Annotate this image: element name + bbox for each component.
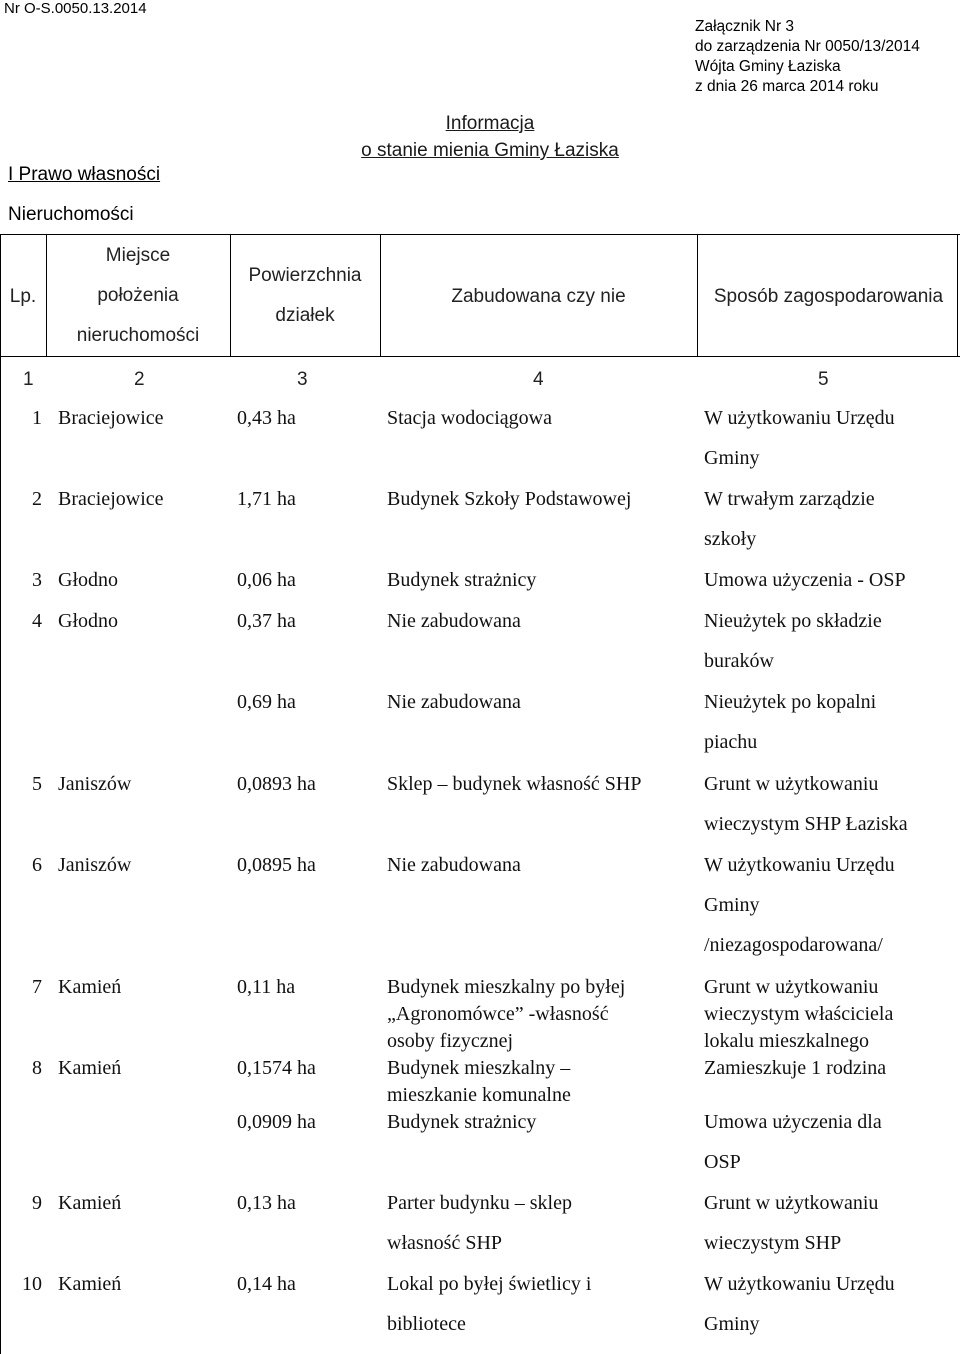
title-line: Informacja (445, 113, 535, 134)
header-built: Zabudowana czy nie (451, 286, 626, 307)
row-usage: Gminy (704, 1313, 760, 1335)
row-lp: 10 (22, 1273, 42, 1295)
header-location-line: Miejsce (105, 245, 171, 266)
row-built: Stacja wodociągowa (387, 407, 552, 429)
row-location: Braciejowice (58, 488, 164, 510)
row-built: bibliotece (387, 1313, 466, 1335)
header-lp: Lp. (9, 286, 37, 307)
row-usage: OSP (704, 1151, 741, 1173)
header-area-line: działek (275, 305, 335, 326)
row-built: Nie zabudowana (387, 610, 521, 632)
row-usage: Zamieszkuje 1 rodzina (704, 1057, 887, 1079)
row-built: osoby fizycznej (387, 1030, 514, 1052)
row-usage: W użytkowaniu Urzędu (704, 1273, 895, 1295)
header-location (46, 236, 230, 356)
column-number: 3 (297, 369, 308, 390)
row-built: Nie zabudowana (387, 691, 521, 713)
header-usage: Sposób zagospodarowania (713, 286, 944, 307)
row-area: 0,13 ha (237, 1192, 296, 1214)
header-location-line: nieruchomości (76, 325, 200, 346)
row-location: Kamień (58, 1057, 122, 1079)
title-line: o stanie mienia Gminy Łaziska (361, 140, 619, 161)
row-usage: W użytkowaniu Urzędu (704, 407, 895, 429)
row-built: Budynek strażnicy (387, 1111, 537, 1133)
row-usage: Grunt w użytkowaniu (704, 976, 879, 998)
row-built: Nie zabudowana (387, 854, 521, 876)
row-lp: 2 (32, 488, 42, 510)
subsection-title: Nieruchomości (8, 204, 134, 225)
row-area: 0,0909 ha (237, 1111, 316, 1133)
row-usage: Grunt w użytkowaniu (704, 1192, 879, 1214)
table-border-top (0, 234, 960, 235)
row-area: 0,06 ha (237, 569, 296, 591)
row-usage: wieczystym właściciela (704, 1003, 894, 1025)
row-usage: Gminy (704, 447, 760, 469)
row-usage: Gminy (704, 894, 760, 916)
row-usage: piachu (704, 731, 758, 753)
row-usage: wieczystym SHP Łaziska (704, 813, 908, 835)
column-number: 4 (533, 369, 544, 390)
row-usage: Umowa użyczenia - OSP (704, 569, 906, 591)
row-usage: szkoły (704, 528, 757, 550)
row-lp: 8 (32, 1057, 42, 1079)
row-built: Sklep – budynek własność SHP (387, 773, 642, 795)
row-location: Kamień (58, 1273, 122, 1295)
column-number: 5 (818, 369, 829, 390)
row-usage: Umowa użyczenia dla (704, 1111, 882, 1133)
row-location: Braciejowice (58, 407, 164, 429)
row-location: Kamień (58, 1192, 122, 1214)
row-area: 0,0895 ha (237, 854, 316, 876)
annex-note (695, 17, 920, 97)
row-usage: W trwałym zarządzie (704, 488, 875, 510)
row-built: Budynek mieszkalny po byłej (387, 976, 626, 998)
row-lp: 9 (32, 1192, 42, 1214)
row-area: 0,11 ha (237, 976, 296, 998)
row-built: Budynek Szkoły Podstawowej (387, 488, 632, 510)
column-number: 1 (23, 369, 34, 390)
row-lp: 7 (32, 976, 42, 998)
row-area: 0,69 ha (237, 691, 296, 713)
header-location-line: położenia (97, 285, 179, 306)
row-location: Głodno (58, 610, 118, 632)
annex-line: Załącznik Nr 3 (695, 18, 795, 35)
header-bottom-border (0, 356, 960, 357)
row-lp: 4 (32, 610, 42, 632)
row-built: Lokal po byłej świetlicy i (387, 1273, 592, 1295)
row-built: Budynek strażnicy (387, 569, 537, 591)
row-usage: wieczystym SHP (704, 1232, 842, 1254)
header-area (230, 256, 380, 336)
row-usage: Nieużytek po składzie (704, 610, 882, 632)
row-built: Parter budynku – sklep (387, 1192, 572, 1214)
row-usage: Nieużytek po kopalni (704, 691, 877, 713)
row-built: mieszkanie komunalne (387, 1084, 571, 1106)
row-area: 1,71 ha (237, 488, 296, 510)
row-built: własność SHP (387, 1232, 503, 1254)
row-location: Janiszów (58, 854, 132, 876)
row-lp: 3 (32, 569, 42, 591)
row-location: Kamień (58, 976, 122, 998)
row-lp: 1 (32, 407, 42, 429)
row-area: 0,1574 ha (237, 1057, 316, 1079)
annex-line: Wójta Gminy Łaziska (695, 58, 841, 75)
row-area: 0,43 ha (237, 407, 296, 429)
table-border-left (0, 234, 1, 1354)
annex-line: z dnia 26 marca 2014 roku (695, 78, 879, 95)
row-usage: lokalu mieszkalnego (704, 1030, 869, 1052)
column-number: 2 (134, 369, 145, 390)
row-built: Budynek mieszkalny – (387, 1057, 571, 1079)
document-number: Nr O-S.0050.13.2014 (4, 0, 147, 17)
row-built: „Agronomówce” -własność (387, 1003, 609, 1025)
row-lp: 6 (32, 854, 42, 876)
header-area-line: Powierzchnia (248, 265, 362, 286)
row-area: 0,14 ha (237, 1273, 296, 1295)
row-usage: W użytkowaniu Urzędu (704, 854, 895, 876)
section-title: I Prawo własności (8, 164, 161, 185)
row-location: Głodno (58, 569, 118, 591)
row-area: 0,37 ha (237, 610, 296, 632)
annex-line: do zarządzenia Nr 0050/13/2014 (695, 38, 920, 55)
row-location: Janiszów (58, 773, 132, 795)
row-usage: buraków (704, 650, 774, 672)
row-lp: 5 (32, 773, 42, 795)
row-usage: /niezagospodarowana/ (704, 934, 883, 956)
document-title (330, 110, 650, 164)
row-usage: Grunt w użytkowaniu (704, 773, 879, 795)
row-area: 0,0893 ha (237, 773, 316, 795)
